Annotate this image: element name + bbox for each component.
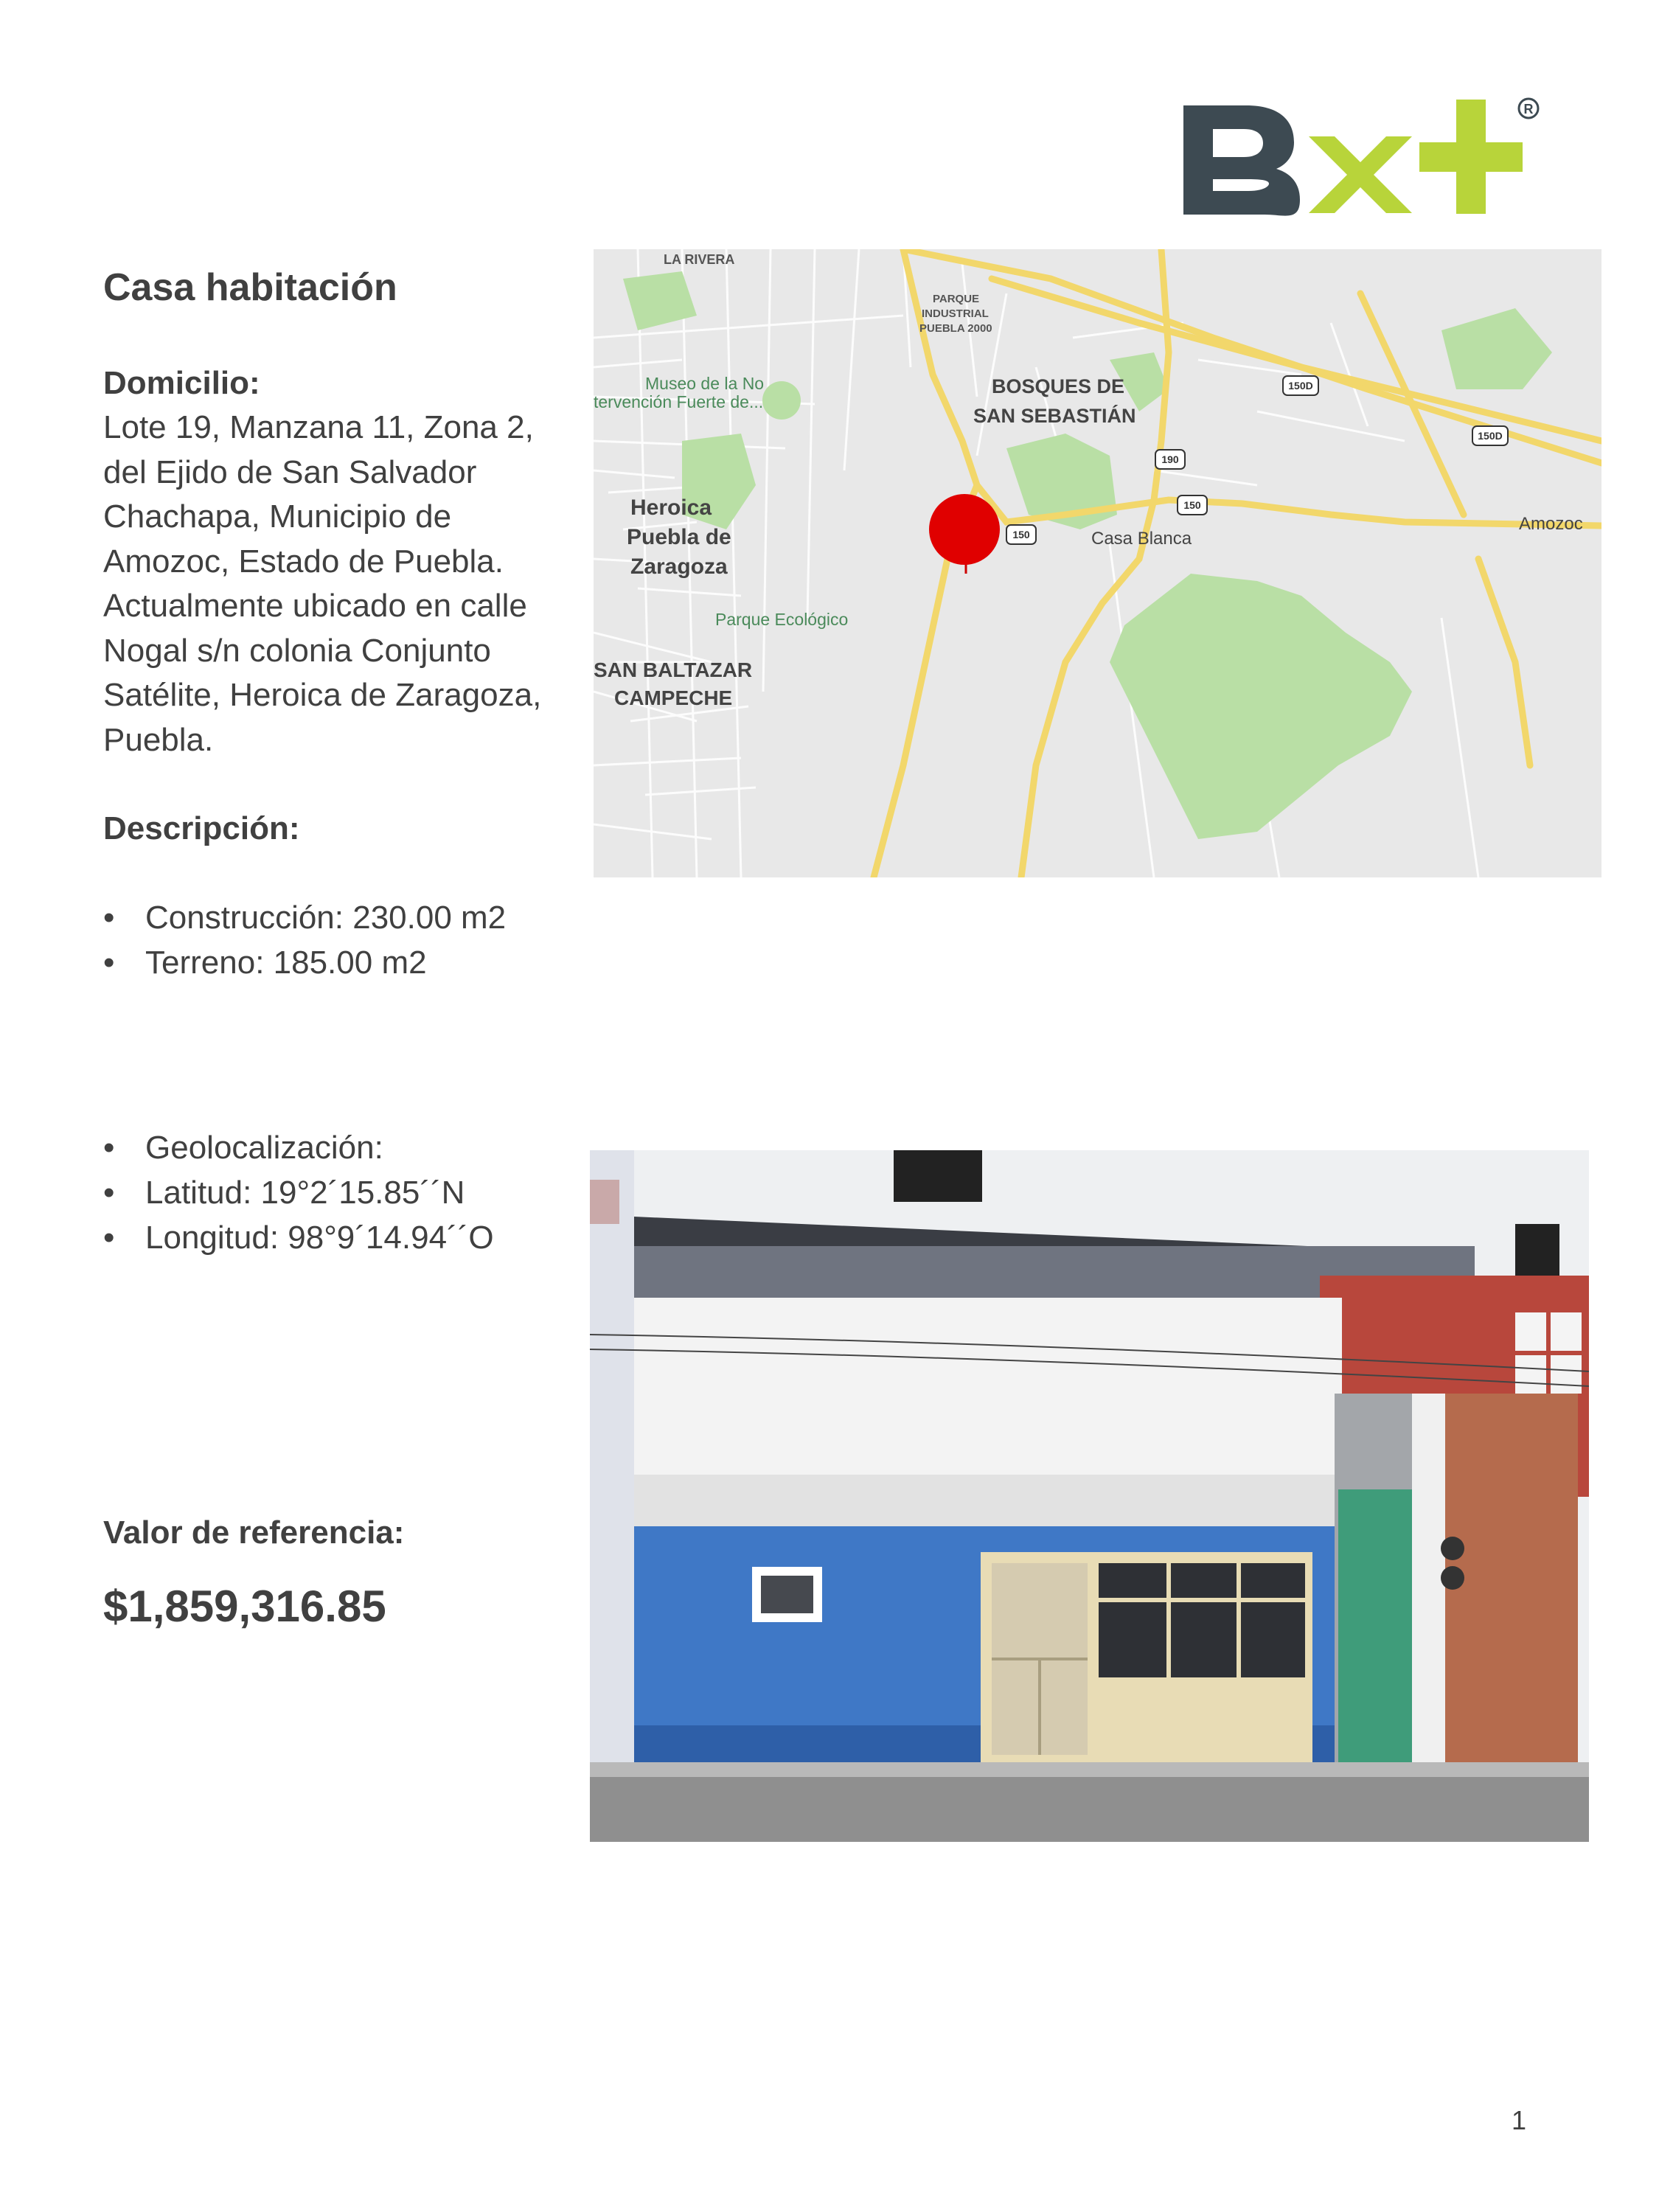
map-label: Heroica <box>630 495 712 520</box>
map-label: PUEBLA 2000 <box>919 322 992 335</box>
map-label: tervención Fuerte de... <box>594 392 764 411</box>
address-line: Actualmente ubicado en calle <box>103 588 527 624</box>
domicilio-label: Domicilio: <box>103 365 260 401</box>
price-value: $1,859,316.85 <box>103 1582 386 1631</box>
highway-shield: 190 <box>1161 453 1179 465</box>
map-label: Zaragoza <box>630 554 728 579</box>
geo-list <box>103 1125 560 1260</box>
bx-plus-logo <box>1176 92 1545 218</box>
address-line: del Ejido de San Salvador <box>103 453 477 490</box>
map-label: INDUSTRIAL <box>922 307 989 320</box>
location-map <box>594 249 1601 877</box>
map-label: BOSQUES DE <box>992 375 1125 397</box>
list-item: • Geolocalización: <box>103 1125 560 1170</box>
descripcion-label: Descripción: <box>103 810 300 846</box>
map-label: SAN BALTAZAR <box>594 658 753 681</box>
list-item: • Latitud: 19°2´15.85´´N <box>103 1170 560 1215</box>
address-line: Lote 19, Manzana 11, Zona 2, <box>103 409 534 445</box>
map-label: SAN SEBASTIÁN <box>973 405 1136 427</box>
property-photo <box>590 1150 1589 1842</box>
valor-label: Valor de referencia: <box>103 1514 405 1551</box>
map-label: Parque Ecológico <box>715 610 849 629</box>
map-label: Casa Blanca <box>1091 529 1192 549</box>
highway-shield: 150D <box>1288 380 1313 392</box>
property-info <box>103 258 560 1636</box>
address-line: Satélite, Heroica de Zaragoza, <box>103 677 542 713</box>
location-marker-icon <box>929 494 1000 565</box>
address-line: Nogal s/n colonia Conjunto <box>103 632 491 669</box>
list-item: • Longitud: 98°9´14.94´´O <box>103 1215 560 1260</box>
list-item: • Construcción: 230.00 m2 <box>103 895 560 940</box>
descripcion-list <box>103 895 560 985</box>
map-label: LA RIVERA <box>664 252 735 267</box>
page-title: Casa habitación <box>103 266 397 309</box>
svg-text:R: R <box>1523 102 1534 116</box>
address-line: Chachapa, Municipio de <box>103 498 452 535</box>
highway-shield: 150D <box>1478 430 1503 442</box>
map-label: PARQUE <box>933 293 980 305</box>
address-line: Amozoc, Estado de Puebla. <box>103 543 504 580</box>
list-item: • Terreno: 185.00 m2 <box>103 940 560 985</box>
map-label: Puebla de <box>627 525 731 549</box>
map-label: Museo de la No <box>645 374 765 393</box>
page-number: 1 <box>1512 2105 1527 2135</box>
map-label: CAMPECHE <box>614 686 733 709</box>
highway-shield: 150 <box>1183 499 1201 511</box>
highway-shield: 150 <box>1012 529 1030 540</box>
map-label: Amozoc <box>1519 514 1583 534</box>
address-line: Puebla. <box>103 721 214 758</box>
